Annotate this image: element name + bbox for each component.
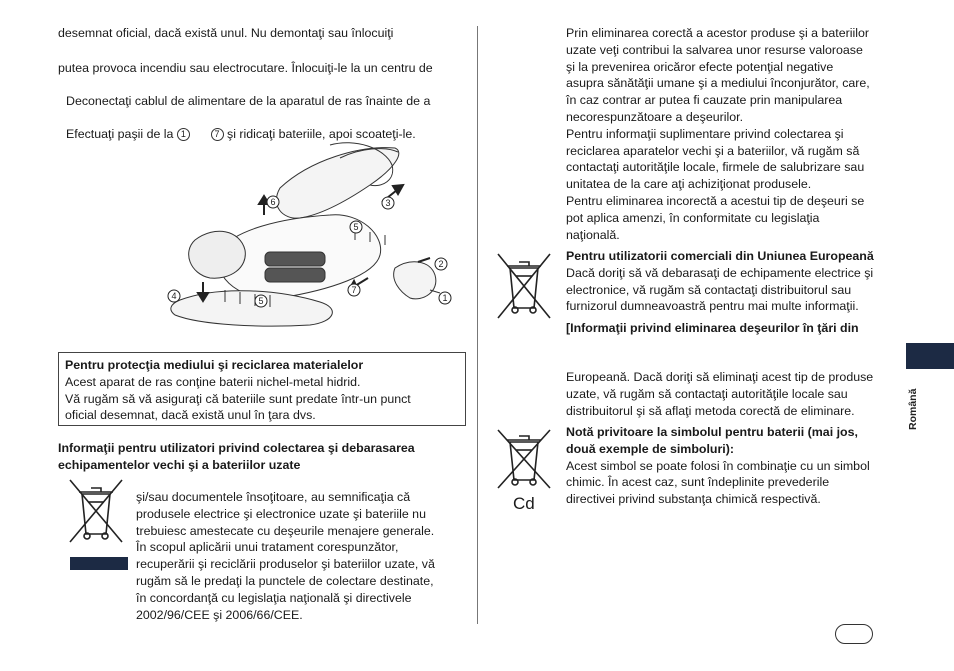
- para-line: asupra sănătăţii umane şi a mediului înconjurător, care,: [566, 76, 870, 91]
- environment-notice-box: [58, 352, 466, 426]
- box-line: Acest aparat de ras conţine baterii nichel-metal hidrid.: [65, 374, 361, 389]
- info-line: În scopul aplicării unui tratament corespunzător,: [136, 540, 399, 555]
- figure-label: 5: [258, 296, 264, 306]
- other-countries-section: [566, 369, 873, 419]
- para-line: reciclarea aparatelor vechi şi a bateriilor, vă rugăm să: [566, 143, 860, 158]
- black-bar: [70, 557, 128, 570]
- text-line: desemnat oficial, dacă există unul. Nu demontaţi sau înlocuiţi: [58, 26, 394, 40]
- para-line: uzate veţi contribui la salvarea unor resurse valoroase: [566, 42, 863, 57]
- battery-note-section: [566, 424, 870, 508]
- info-title-line: Informaţii pentru utilizatori privind colectarea şi debarasarea: [58, 441, 415, 455]
- commercial-line: furnizorul dumneavoastră pentru mai multe informaţii.: [566, 299, 859, 314]
- other-line: Europeană. Dacă doriţi să eliminaţi acest tip de produse: [566, 370, 874, 384]
- note-line: directivei privind substanţa chimică respectivă.: [566, 492, 821, 507]
- crossed-bin-icon: [494, 250, 554, 322]
- commercial-line: electronice, vă rugăm să contactaţi distribuitorul sau: [566, 282, 852, 297]
- shaver-disassembly-illustration: [160, 140, 460, 340]
- info-line: produsele electrice şi electronice uzate şi bateriile nu: [136, 506, 426, 521]
- cd-chemical-symbol: Cd: [513, 494, 535, 513]
- info-line: recuperării şi reciclării produselor şi bateriilor uzate, vă: [136, 557, 435, 572]
- para-line: în caz contrar ar putea fi cauzate prin manipularea: [566, 93, 843, 108]
- para-line: unitatea de la care aţi achiziţionat produsele.: [566, 177, 812, 192]
- note-title-line: două exemple de simboluri):: [566, 441, 734, 456]
- info-line: rugăm să le predaţi la punctele de colectare destinate,: [136, 573, 434, 588]
- para-line: Pentru eliminarea incorectă a acestui tip de deşeuri se: [566, 193, 865, 208]
- language-tab: [906, 343, 954, 369]
- box-title: Pentru protecţia mediului şi reciclarea materialelor: [65, 358, 364, 372]
- figure-label: 6: [270, 197, 276, 207]
- note-title-line: Notă privitoare la simbolul pentru baterii (mai jos,: [566, 425, 858, 439]
- column-divider: [477, 26, 478, 624]
- text-line: Deconectaţi cablul de alimentare de la aparatul de ras înainte de a: [66, 94, 431, 108]
- box-line: Vă rugăm să vă asiguraţi că bateriile sunt predate într-un punct: [65, 391, 411, 406]
- info-line: în concordanţă cu legislaţia naţională şi directivele: [136, 590, 412, 605]
- commercial-section: [566, 248, 874, 315]
- text-line: putea provoca incendiu sau electrocutare. Înlocuiţi-le la un centru de: [58, 61, 433, 75]
- para-line: necorespunzătoare a deşeurilor.: [566, 109, 744, 124]
- info-line: 2002/96/CEE şi 2006/66/CEE.: [136, 607, 303, 622]
- note-line: Acest simbol se poate folosi în combinaţie cu un simbol: [566, 458, 870, 473]
- commercial-line: Dacă doriţi să vă debarasaţi de echipamente electrice şi: [566, 265, 874, 280]
- note-line: chimic. În acest caz, sunt îndeplinite prevederile: [566, 475, 830, 490]
- figure-label: 1: [442, 293, 448, 303]
- figure-label: 3: [385, 198, 391, 208]
- info-title-line: echipamentelor vechi şi a bateriilor uzate: [58, 458, 301, 472]
- other-line: uzate, vă rugăm să contactaţi autorităţile locale sau: [566, 386, 848, 401]
- info-line: şi/sau documentele însoţitoare, au semnificaţia că: [136, 490, 411, 504]
- para-line: naţională.: [566, 227, 620, 242]
- step-to-marker: 7: [211, 128, 224, 141]
- disposal-paragraph: [566, 25, 870, 243]
- other-line: distribuitorul şi să aflaţi metoda corectă de eliminare.: [566, 403, 855, 418]
- page-number-oval: [835, 624, 873, 644]
- steps-text-pre: Efectuaţi paşii de la: [66, 127, 174, 141]
- para-line: contactaţi autorităţile locale, firmele de salubrizare sau: [566, 160, 865, 175]
- para-line: Pentru informaţii suplimentare privind colectarea şi: [566, 126, 844, 141]
- para-line: Prin eliminarea corectă a acestor produse şi a bateriilor: [566, 26, 870, 40]
- step-from-marker: 1: [177, 128, 190, 141]
- other-countries-title: [Informaţii privind eliminarea deşeurilor în ţări din: [566, 321, 859, 335]
- figure-label: 2: [438, 259, 444, 269]
- figure-label: 7: [351, 285, 357, 295]
- language-label: Română: [907, 388, 919, 430]
- figure-label: 5: [353, 222, 359, 232]
- figure-label: 4: [171, 291, 177, 301]
- info-line: trebuiesc amestecate cu deşeurile menajere generale.: [136, 523, 435, 538]
- info-text-block: [136, 489, 435, 623]
- para-line: pot aplica amenzi, în conformitate cu legislaţia: [566, 210, 820, 225]
- crossed-bin-icon: [66, 476, 126, 546]
- para-line: şi la prevenirea oricăror efecte potenţial negative: [566, 59, 834, 74]
- box-line: oficial desemnat, dacă există unul în ţara dvs.: [65, 408, 316, 423]
- commercial-title: Pentru utilizatorii comerciali din Uniunea Europeană: [566, 249, 874, 263]
- steps-text-post: şi ridicaţi bateriile, apoi scoateţi-le.: [227, 127, 416, 141]
- crossed-bin-battery-icon: [494, 426, 554, 492]
